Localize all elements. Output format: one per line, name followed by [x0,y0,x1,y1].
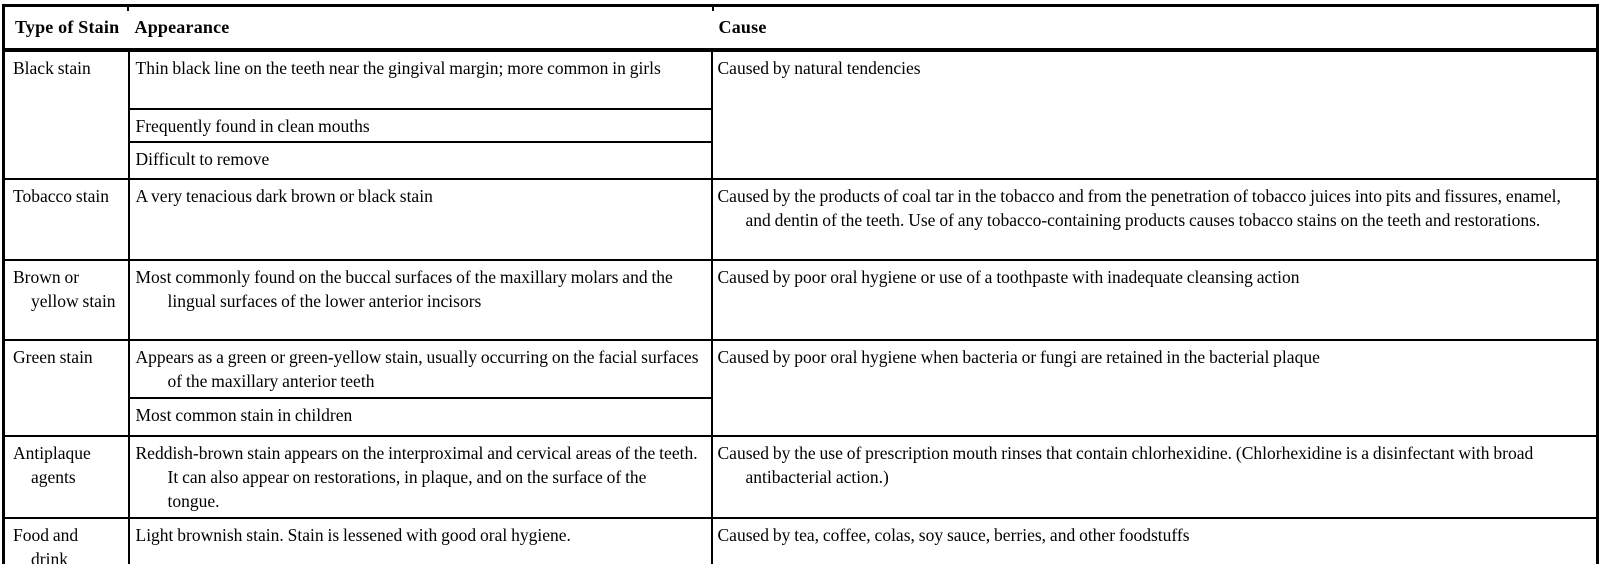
header-row [4,6,1598,51]
cause-cell: Caused by poor oral hygiene or use of a toothpaste with inadequate cleansing action [712,260,1598,340]
cause-cell: Caused by the use of prescription mouth rinses that contain chlorhexidine. (Chlorhexidine is a disinfectant with broad antibacterial action.) [712,436,1598,517]
cause-cell: Caused by poor oral hygiene when bacteria or fungi are retained in the bacterial plaque [712,340,1598,436]
stain-type-cell: Black stain [4,50,129,179]
header-cell-cause: Cause [712,6,1598,51]
appearance-cell: Most commonly found on the buccal surfaces of the maxillary molars and the lingual surfaces of the lower anterior incisors [129,260,712,340]
appearance-cell: Difficult to remove [129,142,712,179]
appearance-cell: Frequently found in clean mouths [129,109,712,142]
stain-type-cell: Brown or yellow stain [4,260,129,340]
table-header [4,6,1598,51]
header-top-tick [712,4,714,11]
table-row [4,179,1598,260]
appearance-cell: Reddish-brown stain appears on the interproximal and cervical areas of the teeth. It can also appear on restorations, in plaque, and on the surface of the tongue. [129,436,712,517]
header-cell-appearance: Appearance [129,6,712,51]
stain-type-cell: Tobacco stain [4,179,129,260]
stain-types-table [2,4,1599,564]
stain-type-cell: Antiplaque agents [4,436,129,517]
table-row [4,436,1598,517]
table-row [4,518,1598,564]
table-row [4,260,1598,340]
header-cell-type-of-stain: Type of Stain [4,6,129,51]
table-row [4,340,1598,398]
table-row [4,50,1598,109]
stain-type-cell: Food and drink [4,518,129,564]
cause-cell: Caused by tea, coffee, colas, soy sauce, berries, and other foodstuffs [712,518,1598,564]
appearance-cell: Appears as a green or green-yellow stain, usually occurring on the facial surfaces of the maxillary anterior teeth [129,340,712,398]
appearance-cell: A very tenacious dark brown or black stain [129,179,712,260]
appearance-cell: Thin black line on the teeth near the gingival margin; more common in girls [129,50,712,109]
cause-cell: Caused by natural tendencies [712,50,1598,179]
appearance-cell: Light brownish stain. Stain is lessened with good oral hygiene. [129,518,712,564]
header-top-tick [127,4,129,11]
stain-type-cell: Green stain [4,340,129,436]
table-body [4,50,1598,564]
cause-cell: Caused by the products of coal tar in the tobacco and from the penetration of tobacco juices into pits and fissures, enamel, and dentin of the teeth. Use of any tobacco-containing products causes tobacco stains on the teeth and restorations. [712,179,1598,260]
appearance-cell: Most common stain in children [129,398,712,436]
